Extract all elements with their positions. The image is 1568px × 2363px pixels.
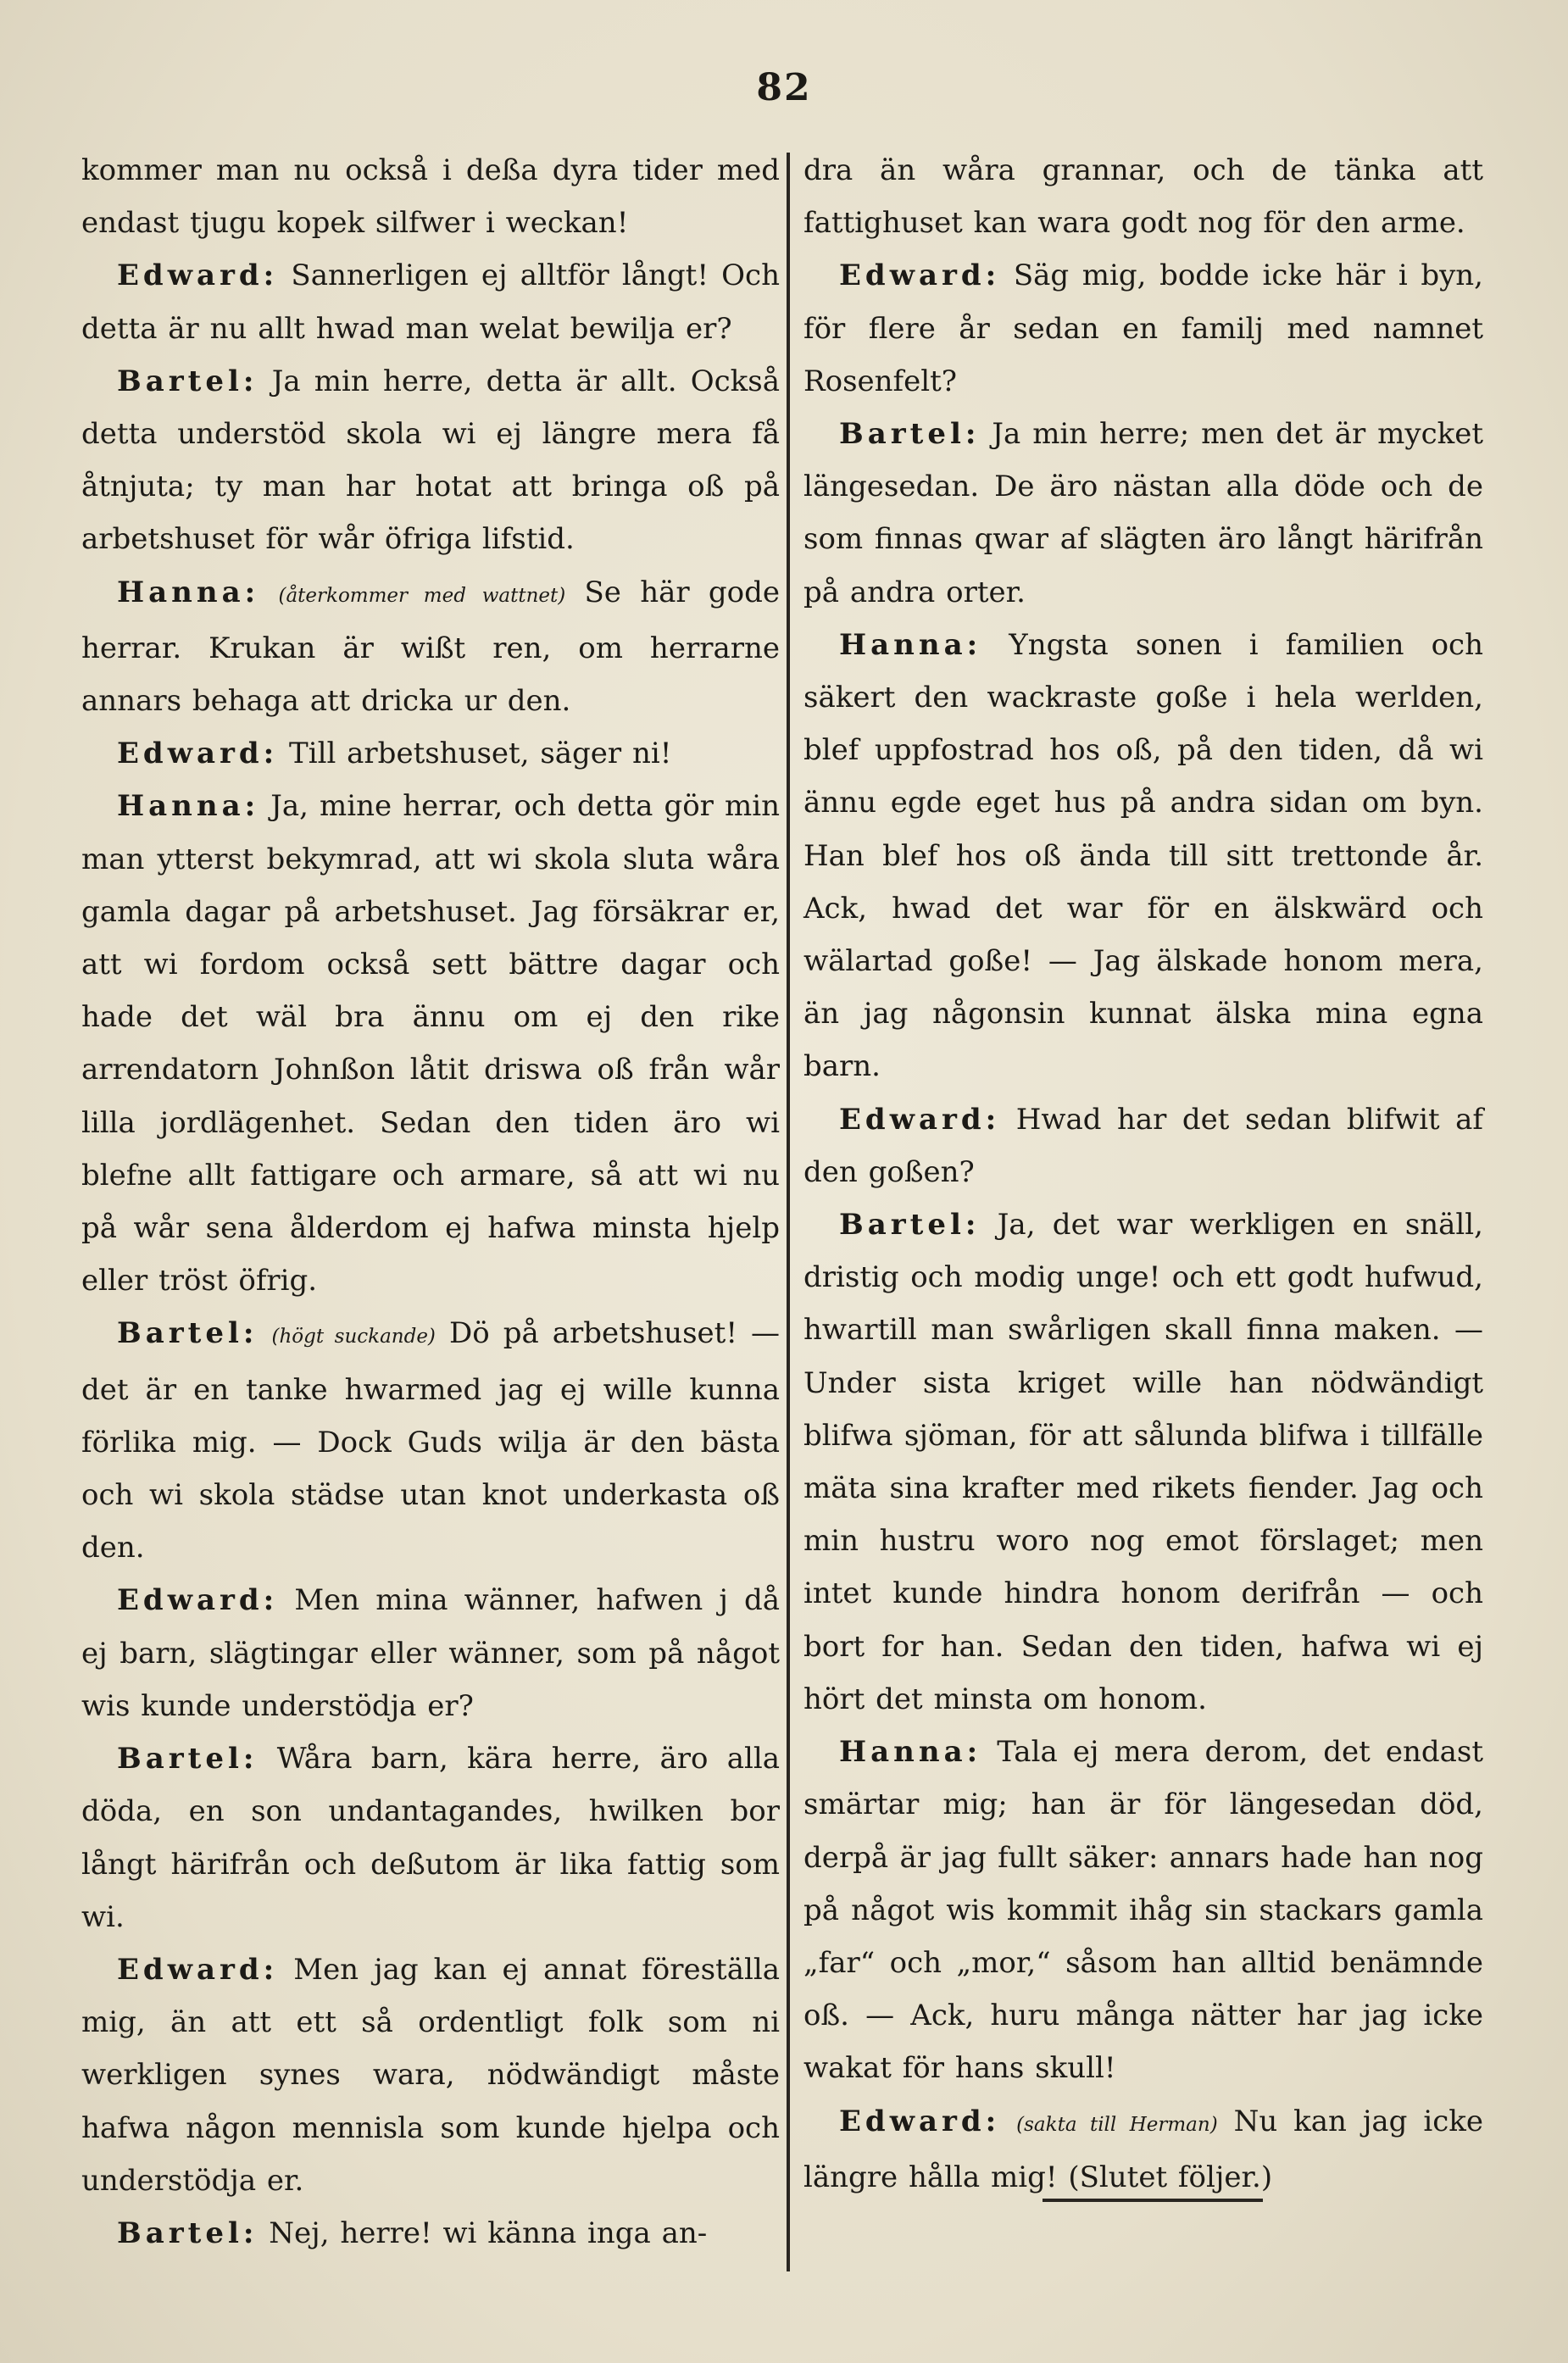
speaker-name: Edward: bbox=[839, 259, 1001, 293]
dialogue-text: Se här gode herrar. Krukan är wißt ren, om herrarne annars behaga att dricka ur den. bbox=[81, 575, 781, 719]
dialogue-text: Hwad har det sedan blifwit af den goßen? bbox=[803, 1102, 1484, 1189]
dialogue-paragraph bbox=[81, 1307, 780, 1574]
speaker-name: Edward: bbox=[117, 259, 279, 293]
dialogue-text: Sannerligen ej alltför långt! Och detta är nu allt hwad man welat bewilja er? bbox=[81, 259, 781, 346]
speaker-name: Bartel: bbox=[117, 364, 259, 398]
dialogue-paragraph bbox=[81, 1574, 780, 1732]
dialogue-text: Nej, herre! wi känna inga an- bbox=[269, 2216, 708, 2250]
speaker-name: Edward: bbox=[117, 1952, 279, 1987]
stage-direction: (sakta till Herman) bbox=[1016, 2113, 1218, 2136]
dialogue-paragraph bbox=[81, 780, 780, 1307]
dialogue-paragraph bbox=[803, 144, 1483, 249]
dialogue-paragraph bbox=[81, 144, 780, 249]
dialogue-text: Wåra barn, kära herre, äro alla döda, en son undantagandes, hwilken bor långt härifrån och deßutom är lika fattig som wi. bbox=[81, 1742, 781, 1934]
speaker-name: Bartel: bbox=[117, 2216, 259, 2250]
dialogue-text: dra än wåra grannar, och de tänka att fattighuset kan wara godt nog för den arme. bbox=[803, 153, 1483, 241]
end-rule bbox=[1043, 2199, 1263, 2202]
dialogue-text: Ja min herre, detta är allt. Också detta understöd skola wi ej längre mera få åtnjuta; ty man har hotat att bringa oß på arbetshuset för wår öfriga lifstid. bbox=[81, 364, 780, 557]
dialogue-text: Tala ej mera derom, det endast smärtar mig; han är för längesedan död, derpå är jag fullt säker: annars hade han nog på något wis kommit ihåg sin stackars gamla „far“ och „mor,“ såsom han alltid benämnde oß. — Ack, huru många nätter har jag icke wakat för hans skull! bbox=[803, 1735, 1483, 2086]
column-divider bbox=[787, 153, 790, 2271]
dialogue-paragraph bbox=[803, 1093, 1483, 1198]
speaker-name: Bartel: bbox=[117, 1742, 259, 1776]
dialogue-paragraph bbox=[81, 1732, 780, 1943]
dialogue-paragraph bbox=[81, 2207, 780, 2260]
dialogue-paragraph bbox=[81, 1943, 780, 2207]
dialogue-paragraph bbox=[81, 727, 780, 780]
dialogue-text: Men mina wänner, hafwen j då ej barn, slägtingar eller wänner, som på något wis kunde understödja er? bbox=[81, 1583, 781, 1723]
dialogue-text: Ja, mine herrar, och detta gör min man ytterst bekymrad, att wi skola sluta wåra gamla dagar på arbetshuset. Jag försäkrar er, att wi fordom också sett bättre dagar och hade det wäl bra ännu om ej den rike arrendatorn Johnßon låtit driswa oß från wår lilla jordlägenhet. Sedan den tiden äro wi blefne allt fattigare och armare, så att wi nu på wår sena ålderdom ej hafwa minsta hjelp eller tröst öfrig. bbox=[81, 789, 781, 1298]
dialogue-text: Ja min herre; men det är mycket längesedan. De äro nästan alla döde och de som finnas qwar af slägten äro långt härifrån på andra orter. bbox=[803, 417, 1483, 609]
dialogue-paragraph bbox=[803, 1726, 1483, 2094]
dialogue-paragraph bbox=[803, 619, 1483, 1093]
speaker-name: Bartel: bbox=[839, 1208, 981, 1243]
speaker-name: Bartel: bbox=[117, 1316, 259, 1351]
dialogue-paragraph bbox=[803, 2095, 1483, 2204]
dialogue-paragraph bbox=[81, 355, 780, 566]
dialogue-paragraph bbox=[803, 408, 1483, 619]
dialogue-text: Ja, det war werkligen en snäll, dristig och modig unge! och ett godt hufwud, hwartill man swårligen skall finna maken. — Under sista kriget wille han nödwändigt blifwa sjöman, för att sålunda blifwa i tillfälle mäta sina krafter med rikets fiender. Jag och min hustru woro nog emot förslaget; men intet kunde hindra honom derifrån — och bort for han. Sedan den tiden, hafwa wi ej hört det minsta om honom. bbox=[803, 1208, 1483, 1716]
speaker-name: Bartel: bbox=[839, 417, 981, 452]
speaker-name: Edward: bbox=[839, 2104, 1001, 2138]
stage-direction: (återkommer med wattnet) bbox=[278, 584, 566, 607]
right-column bbox=[803, 144, 1483, 2204]
dialogue-text: Säg mig, bodde icke här i byn, för flere år sedan en familj med namnet Rosenfelt? bbox=[803, 259, 1483, 398]
page-number: 82 bbox=[756, 66, 812, 109]
dialogue-text: Nu kan jag icke längre hålla mig! (Slutet följer.) bbox=[803, 2104, 1483, 2194]
speaker-name: Hanna: bbox=[117, 789, 260, 824]
dialogue-text: Yngsta sonen i familien och säkert den wackraste goße i hela werlden, blef uppfostrad hos oß, på den tiden, då wi ännu egde eget hus på andra sidan om byn. Han blef hos oß ända till sitt trettonde år. Ack, hwad det war för en älskwärd och wälartad goße! — Jag älskade honom mera, än jag någonsin kunnat älska mina egna barn. bbox=[803, 627, 1483, 1084]
dialogue-paragraph bbox=[803, 1198, 1483, 1726]
speaker-name: Hanna: bbox=[839, 627, 982, 662]
dialogue-paragraph bbox=[803, 249, 1483, 408]
speaker-name: Edward: bbox=[117, 737, 279, 771]
speaker-name: Edward: bbox=[117, 1583, 279, 1618]
dialogue-paragraph bbox=[81, 249, 780, 354]
speaker-name: Edward: bbox=[839, 1102, 1001, 1137]
dialogue-text: Men jag kan ej annat föreställa mig, än att ett så ordentligt folk som ni werkligen synes wara, nödwändigt måste hafwa någon mennisla som kunde hjelpa och understödja er. bbox=[81, 1952, 780, 2198]
dialogue-paragraph bbox=[81, 566, 780, 728]
stage-direction: (högt suckande) bbox=[271, 1326, 436, 1348]
dialogue-text: Dö på arbetshuset! — det är en tanke hwarmed jag ej wille kunna förlika mig. — Dock Guds wilja är den bästa och wi skola städse utan knot underkasta oß den. bbox=[81, 1316, 780, 1565]
dialogue-text: Till arbetshuset, säger ni! bbox=[289, 737, 672, 771]
left-column bbox=[81, 144, 780, 2260]
speaker-name: Hanna: bbox=[117, 575, 260, 609]
dialogue-text: kommer man nu också i deßa dyra tider med endast tjugu kopek silfwer i weckan! bbox=[81, 153, 780, 241]
speaker-name: Hanna: bbox=[839, 1735, 982, 1770]
